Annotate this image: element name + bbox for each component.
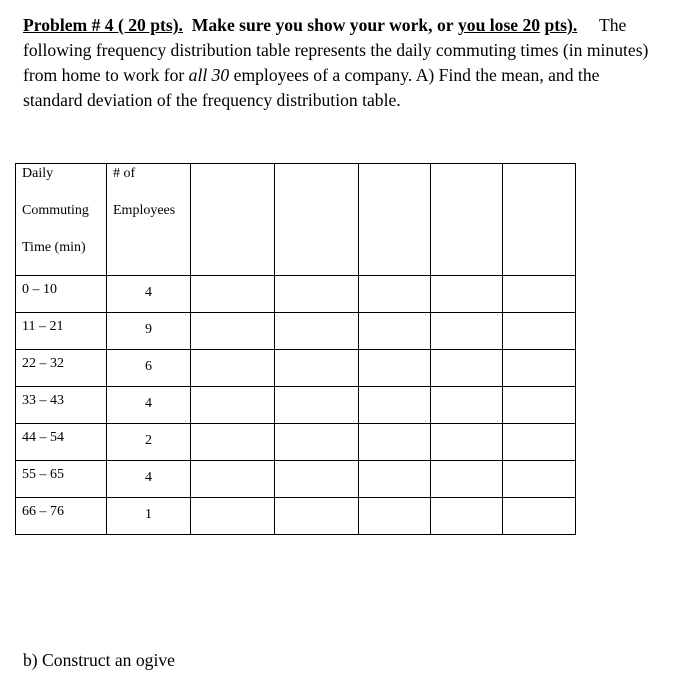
header-line: Time (min): [22, 240, 86, 255]
table-row: [16, 350, 576, 387]
empty-cell: [431, 276, 503, 313]
empty-cell: [275, 164, 359, 276]
empty-cell: [503, 498, 576, 535]
problem-text-2: employees of a company. A) Find the mean, and the standard deviation of the frequency distribution table.: [23, 65, 600, 110]
header-line: # of: [113, 166, 136, 181]
empty-cell: [503, 387, 576, 424]
problem-text-1: The following frequency distribution table represents the daily commuting times (in minutes) from home to work for: [23, 15, 649, 85]
empty-cell: [503, 313, 576, 350]
table-row: [16, 461, 576, 498]
empty-cell: [431, 424, 503, 461]
empty-cell: [359, 498, 431, 535]
instruction-warning-1: you lose 20: [457, 15, 541, 35]
count-value: 1: [145, 507, 152, 522]
part-b-prompt: b) Construct an ogive: [23, 650, 175, 670]
table-row: [16, 276, 576, 313]
empty-cell: [431, 498, 503, 535]
empty-cell: [359, 313, 431, 350]
count-value: 4: [145, 396, 152, 411]
range-value: 33 – 43: [22, 393, 64, 408]
table-row: [16, 424, 576, 461]
count-cell: [107, 350, 191, 387]
range-cell: [16, 313, 107, 350]
table-row: [16, 498, 576, 535]
count-cell: [107, 387, 191, 424]
problem-heading: Problem # 4 ( 20 pts).: [23, 15, 183, 35]
empty-cell: [191, 387, 275, 424]
range-cell: [16, 387, 107, 424]
empty-cell: [191, 461, 275, 498]
instruction-text: Make sure you show your work, or: [191, 15, 454, 35]
empty-cell: [191, 276, 275, 313]
range-cell: [16, 498, 107, 535]
empty-cell: [275, 498, 359, 535]
count-value: 9: [145, 322, 152, 337]
header-line: Employees: [113, 203, 176, 218]
header-line: Daily: [22, 166, 54, 181]
empty-cell: [431, 164, 503, 276]
range-value: 11 – 21: [22, 319, 64, 334]
empty-cell: [431, 461, 503, 498]
empty-cell: [191, 313, 275, 350]
empty-cell: [431, 350, 503, 387]
range-value: 22 – 32: [22, 356, 64, 371]
empty-cell: [503, 350, 576, 387]
range-value: 55 – 65: [22, 467, 64, 482]
count-cell: [107, 498, 191, 535]
table-row: [16, 387, 576, 424]
range-cell: [16, 461, 107, 498]
table-header-row: [16, 164, 576, 276]
count-cell: [107, 461, 191, 498]
empty-cell: [503, 276, 576, 313]
empty-cell: [191, 424, 275, 461]
range-cell: [16, 276, 107, 313]
count-cell: [107, 424, 191, 461]
empty-cell: [431, 313, 503, 350]
empty-cell: [503, 461, 576, 498]
empty-cell: [275, 313, 359, 350]
empty-cell: [359, 276, 431, 313]
empty-cell: [275, 350, 359, 387]
problem-text-emphasis: all 30: [188, 65, 230, 85]
count-value: 6: [145, 359, 152, 374]
empty-cell: [359, 164, 431, 276]
instruction-warning-2: pts).: [544, 15, 578, 35]
empty-cell: [359, 350, 431, 387]
empty-cell: [275, 424, 359, 461]
count-value: 2: [145, 433, 152, 448]
empty-cell: [191, 350, 275, 387]
count-value: 4: [145, 470, 152, 485]
range-cell: [16, 350, 107, 387]
count-cell: [107, 276, 191, 313]
range-cell: [16, 424, 107, 461]
empty-cell: [275, 461, 359, 498]
header-employees: [107, 164, 191, 276]
range-value: 0 – 10: [22, 282, 57, 297]
count-value: 4: [145, 285, 152, 300]
empty-cell: [431, 387, 503, 424]
empty-cell: [275, 276, 359, 313]
empty-cell: [191, 498, 275, 535]
range-value: 66 – 76: [22, 504, 64, 519]
empty-cell: [359, 424, 431, 461]
table-row: [16, 313, 576, 350]
empty-cell: [359, 387, 431, 424]
empty-cell: [275, 387, 359, 424]
empty-cell: [191, 164, 275, 276]
header-line: Commuting: [22, 203, 89, 218]
problem-statement: [23, 13, 663, 113]
empty-cell: [503, 424, 576, 461]
range-value: 44 – 54: [22, 430, 64, 445]
empty-cell: [359, 461, 431, 498]
frequency-table: [15, 163, 576, 535]
empty-cell: [503, 164, 576, 276]
header-commuting-time: [16, 164, 107, 276]
count-cell: [107, 313, 191, 350]
